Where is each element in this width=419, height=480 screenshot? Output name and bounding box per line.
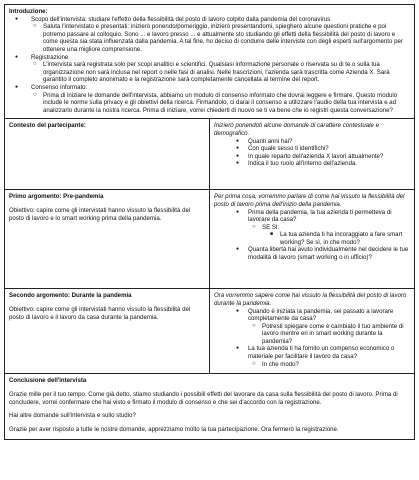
topic2-lead: Ora vorremmo sapere come hai vissuto la flessibilità del posto di lavoro durante la pandemia.: [214, 292, 407, 307]
conclusion-paragraph-closing: Grazie per aver risposto a tutte le nostre domande, apprezziamo molto la tua partecipazione. Ora fermerò la registrazione.: [9, 425, 339, 433]
context-question: ● In quale reparto dell'azienda X lavori attualmente?: [214, 153, 410, 161]
topic2-heading: Secondo argomento: Durante la pandemia: [9, 292, 132, 300]
context-heading: Contesto del partecipante:: [9, 122, 86, 130]
intro-subitem: ○ L'intervista sarà registrata solo per scopi analitici e scientifici. Qualsiasi informazione personale o riservata su di te o sulla tua organizzazione non sarà inclusa nel report o nelle fasi di analisi. Nelle trascrizioni, l'azienda sarà trascritta come Azienda X. Sarà garantito il completo anonimato e la registrazione sarà completamente cancellata al termine del report.: [9, 61, 410, 84]
topic2-sublist: [214, 361, 410, 369]
context-lead: Inizierò ponendoti alcune domande di carattere contestuale e demografico.: [214, 122, 379, 137]
topic1-right-cell: [210, 190, 415, 289]
topic2-row: [5, 289, 415, 374]
interview-guide-document: [4, 4, 415, 440]
intro-item-text: Registrazione: [31, 53, 69, 61]
topic2-objective: Obiettivo: capire come gli intervistati hanno vissuto la flessibilità del posto di lavoro e il lavoro da casa durante la pandemia.: [9, 305, 191, 321]
topic1-subitem: [214, 224, 410, 247]
topic1-questions: [214, 209, 410, 262]
topic1-subsublist: [214, 231, 410, 246]
intro-item-purpose: [9, 16, 410, 54]
conclusion-heading: Conclusione dell'intervista: [9, 377, 87, 385]
topic2-question: [214, 345, 410, 368]
topic1-heading: Primo argomento: Pre-pandemia: [9, 193, 104, 201]
context-question: ● Quanti anni hai?: [214, 138, 410, 146]
topic1-question: ● Quanta libertà hai avuto individualmente nel decidere le tue modalità di lavoro (smart working o in ufficio)?: [214, 246, 410, 261]
topic1-subsubitem: ■ La tua azienda ti ha incoraggiato a fare smart working? Se sì, in che modo?: [214, 231, 410, 246]
intro-row: [5, 5, 415, 119]
intro-title: Introduzione:: [9, 8, 48, 15]
context-question: ● Indica il tuo ruolo all'interno dell'azienda.: [214, 160, 410, 168]
topic1-objective: Obiettivo: capire come gli intervistati hanno vissuto la flessibilità del posto di lavoro e lo smart working prima della pandemia.: [9, 206, 191, 222]
context-questions: [214, 138, 410, 168]
intro-cell: [5, 5, 415, 119]
topic1-question: [214, 209, 410, 247]
intro-item-text: Consenso informato:: [31, 83, 88, 91]
intro-subitem: ○ Prima di iniziare le domande dell'intervista, abbiamo un modulo di consenso informato che dovrai leggere e firmare. Questo modulo include le norme sulla privacy e gli obiettivi della ricerca. Firmandolo, ci darai il consenso a utilizzare l'audio della tua intervista e ad analizzarlo durante la nostra ricerca. Prima di iniziare, vorrei chiederti di nuovo se ti va bene che io registri questa conversazione?: [9, 92, 410, 115]
intro-item-text: Scopo dell'intervista: studiare l'effetto della flessibilità del posto di lavoro colpito dalla pandemia del coronavirus: [31, 15, 331, 23]
intro-sublist: [9, 23, 410, 53]
topic1-lead: Per prima cosa, vorremmo parlare di come hai vissuto la flessibilità del posto di lavoro prima dell'inizio della pandemia.: [214, 193, 405, 208]
conclusion-paragraph-thanks: Grazie mille per il tuo tempo. Come già detto, stiamo studiando i possibili effetti del lavorare da casa sulla flessibilità del posto di lavoro. Prima di concludere, vorrei confermare che hai visto e firmato il modulo di consenso e che sei d'accordo con la registrazione.: [9, 390, 398, 406]
topic1-subitem-text: SE SI:: [262, 223, 280, 231]
topic2-left-cell: [5, 289, 210, 374]
intro-item-consent: [9, 84, 410, 114]
topic2-subitem: ○ Potresti spiegare come è cambiato il tuo ambiente di lavoro mentre eri in smart working durante la pandemia?: [214, 323, 410, 346]
topic2-subitem: ○ In che modo?: [214, 361, 410, 369]
topic1-left-cell: [5, 190, 210, 289]
intro-sublist: [9, 92, 410, 115]
topic1-row: [5, 190, 415, 289]
context-left-cell: [5, 119, 210, 190]
context-question: ● Con quale sesso ti identifichi?: [214, 145, 410, 153]
topic2-right-cell: [210, 289, 415, 374]
topic2-questions: [214, 308, 410, 369]
context-right-cell: [210, 119, 415, 190]
topic2-sublist: [214, 323, 410, 346]
conclusion-paragraph-questions: Hai altre domande sull'intervista e sullo studio?: [9, 412, 136, 420]
topic1-question-text: Prima della pandemia, la tua azienda ti permetteva di lavorare da casa?: [248, 208, 392, 224]
topic2-question-text: Quando è iniziata la pandemia, sei passato a lavorare completamente da casa?: [248, 307, 394, 323]
conclusion-cell: [5, 374, 415, 440]
context-row: [5, 119, 415, 190]
intro-subitem: ○ Saluta l'intervistato e presentati: inizierò ponendo/pomeriggio, inizierò presentandomi, spiegherò alcune questioni pratiche e poi potremo passare al colloquio. Sono ... e lavoro presso ... e attualmente sto studiando gli effetti della flessibilità del posto di lavoro e come questa sia stata influenzata dalla pandemia. A tal fine, ho deciso di condurre delle interviste con degli esperti sull'argomento per ottenere una migliore comprensione.: [9, 23, 410, 53]
interview-guide-table: [4, 4, 415, 440]
intro-list: [9, 16, 410, 115]
topic2-question: [214, 308, 410, 346]
topic1-sublist: [214, 224, 410, 247]
topic2-question-text: La tua azienda ti ha fornito un compenso economico o materiale per facilitare il lavoro da casa?: [248, 345, 395, 361]
intro-item-recording: [9, 54, 410, 84]
intro-sublist: [9, 61, 410, 84]
conclusion-row: [5, 374, 415, 440]
